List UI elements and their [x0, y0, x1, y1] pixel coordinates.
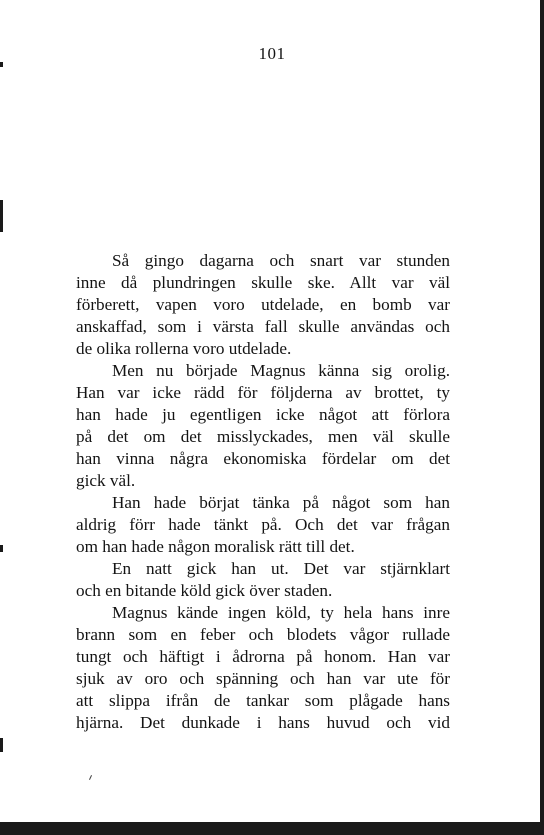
text-line: Han hade börjat tänka på något som han — [112, 493, 450, 512]
text-line: på det om det misslyckades, men väl skulle — [76, 427, 450, 446]
text-line: anskaffad, som i värsta fall skulle användas och — [76, 317, 450, 336]
text-line: Så gingo dagarna och snart var stunden — [112, 251, 450, 270]
text-line: gick väl. — [76, 471, 136, 490]
scan-edge-mark — [0, 545, 3, 552]
text-line: om han hade någon moralisk rätt till det. — [76, 537, 355, 556]
text-line: aldrig förr hade tänkt på. Och det var frågan — [76, 515, 450, 534]
text-line: han vinna några ekonomiska fördelar om det — [76, 449, 450, 468]
text-line: Han var icke rädd för följderna av brottet, ty — [76, 383, 450, 402]
text-line: de olika rollerna voro utdelade. — [76, 339, 292, 358]
text-line: han hade ju egentligen icke något att förlora — [76, 405, 450, 424]
text-line: brann som en feber och blodets vågor rullade — [76, 625, 450, 644]
scan-edge-bottom — [0, 822, 544, 835]
scan-edge-mark — [0, 200, 3, 232]
text-line: sjuk av oro och spänning och han var ute för — [76, 669, 450, 688]
paper-speck — [89, 775, 92, 780]
page-number: 101 — [258, 44, 286, 63]
scan-edge-mark — [0, 738, 3, 752]
text-line: och en bitande köld gick över staden. — [76, 581, 333, 600]
text-line: inne då plundringen skulle ske. Allt var väl — [76, 273, 450, 292]
text-line: Men nu började Magnus känna sig orolig. — [112, 361, 450, 380]
text-line: En natt gick han ut. Det var stjärnklart — [112, 559, 450, 578]
text-line: förberett, vapen voro utdelade, en bomb var — [76, 295, 450, 314]
scan-edge-right — [540, 0, 544, 835]
text-line: Magnus kände ingen köld, ty hela hans inre — [112, 603, 450, 622]
text-line: att slippa ifrån de tankar som plågade hans — [76, 691, 450, 710]
body-text — [76, 250, 450, 734]
text-line: tungt och häftigt i ådrorna på honom. Han var — [76, 647, 450, 666]
text-line: hjärna. Det dunkade i hans huvud och vid — [76, 713, 450, 732]
